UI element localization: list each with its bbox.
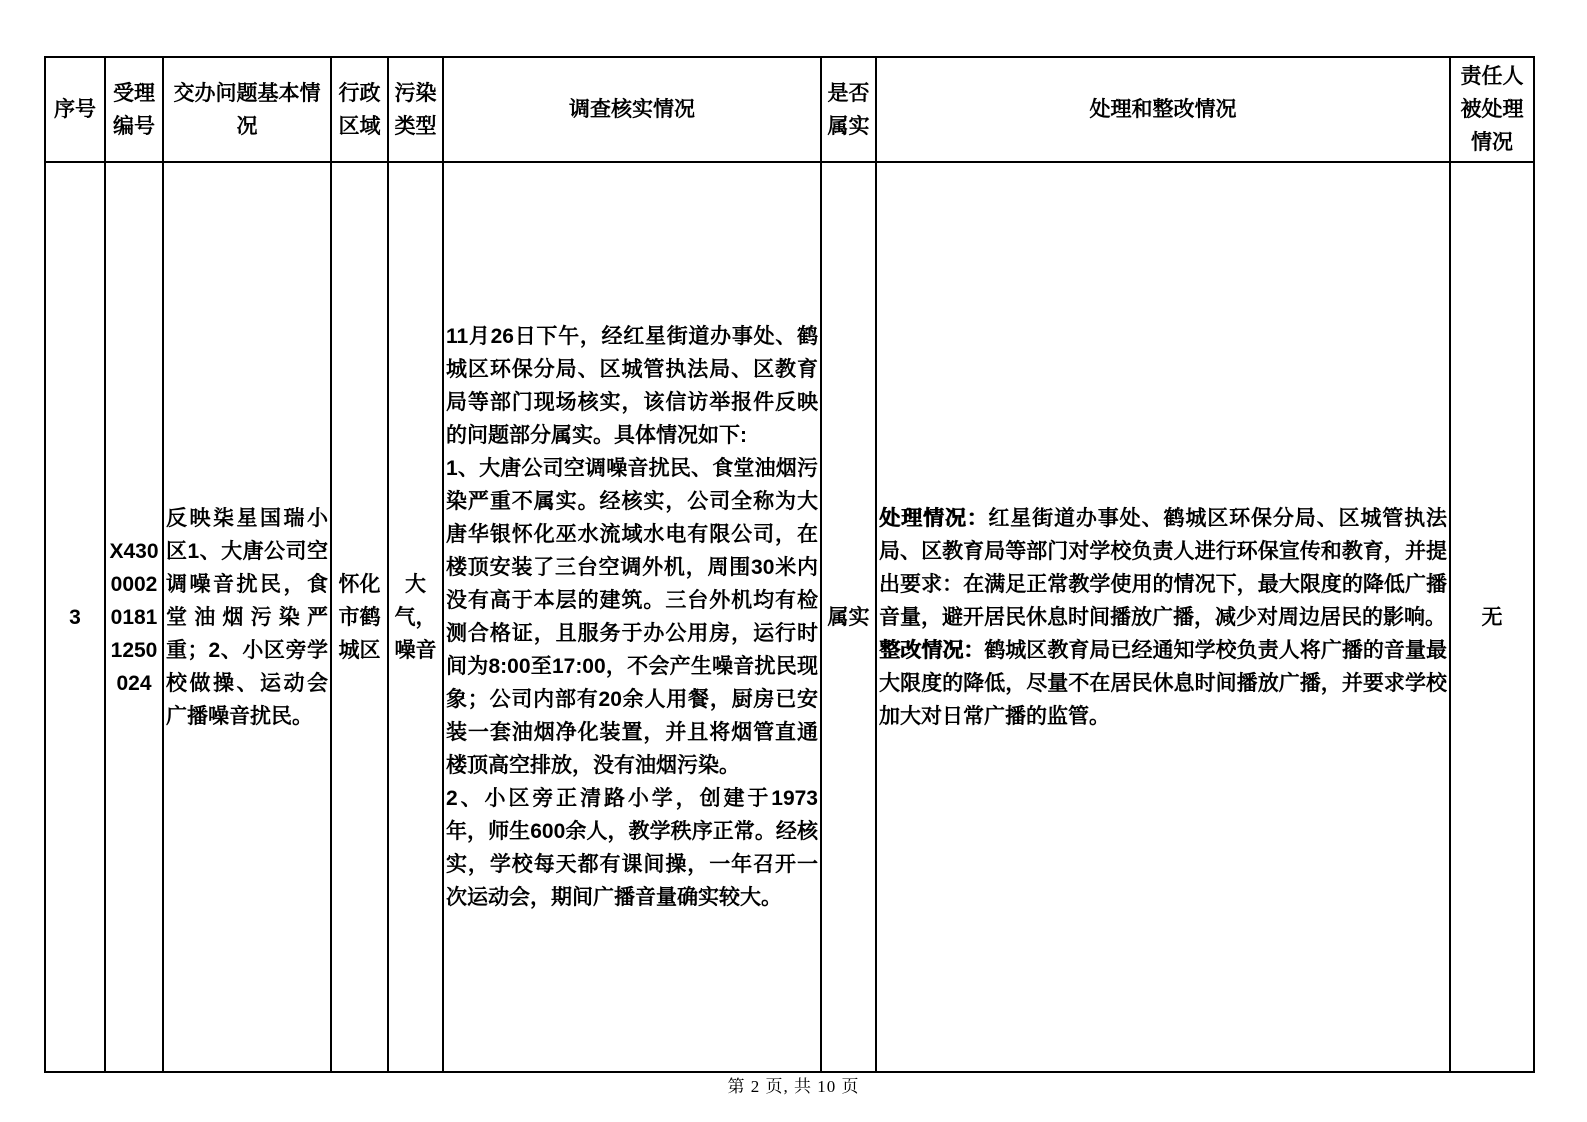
col-header-case-number: 受理编号 (105, 57, 163, 162)
cell-case-number: X430000201811250024 (105, 162, 163, 1072)
investigation-paragraph-intro: 11月26日下午，经红星街道办事处、鹤城区环保分局、区城管执法局、区教育局等部门现场核实，该信访举报件反映的问题部分属实。具体情况如下: (446, 325, 818, 447)
table-row (45, 162, 1534, 1072)
cell-handling (876, 162, 1450, 1072)
cell-index: 3 (45, 162, 105, 1072)
col-header-verified: 是否属实 (821, 57, 876, 162)
col-header-responsible: 责任人被处理情况 (1450, 57, 1534, 162)
page-number: 第 2 页, 共 10 页 (727, 1077, 860, 1096)
rectification-label: 整改情况： (879, 638, 985, 662)
col-header-pollution-type: 污染类型 (388, 57, 443, 162)
cell-responsible: 无 (1450, 162, 1534, 1072)
col-header-region: 行政区域 (331, 57, 388, 162)
cell-investigation (443, 162, 821, 1072)
col-header-investigation: 调查核实情况 (443, 57, 821, 162)
handling-paragraph (879, 502, 1447, 634)
handling-label: 处理情况： (879, 506, 989, 530)
cell-verified: 属实 (821, 162, 876, 1072)
col-header-handling: 处理和整改情况 (876, 57, 1450, 162)
cell-problem: 反映柒星国瑞小区1、大唐公司空调噪音扰民，食堂油烟污染严重；2、小区旁学校做操、运动会广播噪音扰民。 (163, 162, 331, 1072)
rectification-paragraph (879, 634, 1447, 733)
investigation-paragraph-item1: 1、大唐公司空调噪音扰民、食堂油烟污染严重不属实。经核实，公司全称为大唐华银怀化巫水流域水电有限公司，在楼顶安装了三台空调外机，周围30米内没有高于本层的建筑。三台外机均有检测合格证，且服务于办公用房，运行时间为8:00至17:00，不会产生噪音扰民现象；公司内部有20余人用餐，厨房已安装一套油烟净化装置，并且将烟管直通楼顶高空排放，没有油烟污染。 (446, 457, 818, 777)
header-row (45, 57, 1534, 162)
col-header-index: 序号 (45, 57, 105, 162)
cell-region: 怀化市鹤城区 (331, 162, 388, 1072)
investigation-paragraph-item2: 2、小区旁正清路小学，创建于1973年，师生600余人，教学秩序正常。经核实，学校每天都有课间操，一年召开一次运动会，期间广播音量确实较大。 (446, 787, 818, 909)
col-header-problem: 交办问题基本情况 (163, 57, 331, 162)
rectification-text: 鹤城区教育局已经通知学校负责人将广播的音量最大限度的降低，尽量不在居民休息时间播放广播，并要求学校加大对日常广播的监管。 (879, 638, 1448, 728)
complaint-handling-table (44, 56, 1535, 1073)
handling-text: 红星街道办事处、鹤城区环保分局、区城管执法局、区教育局等部门对学校负责人进行环保宣传和教育，并提出要求：在满足正常教学使用的情况下，最大限度的降低广播音量，避开居民休息时间播放广播，减少对周边居民的影响。 (879, 506, 1448, 629)
cell-pollution-type: 大气，噪音 (388, 162, 443, 1072)
